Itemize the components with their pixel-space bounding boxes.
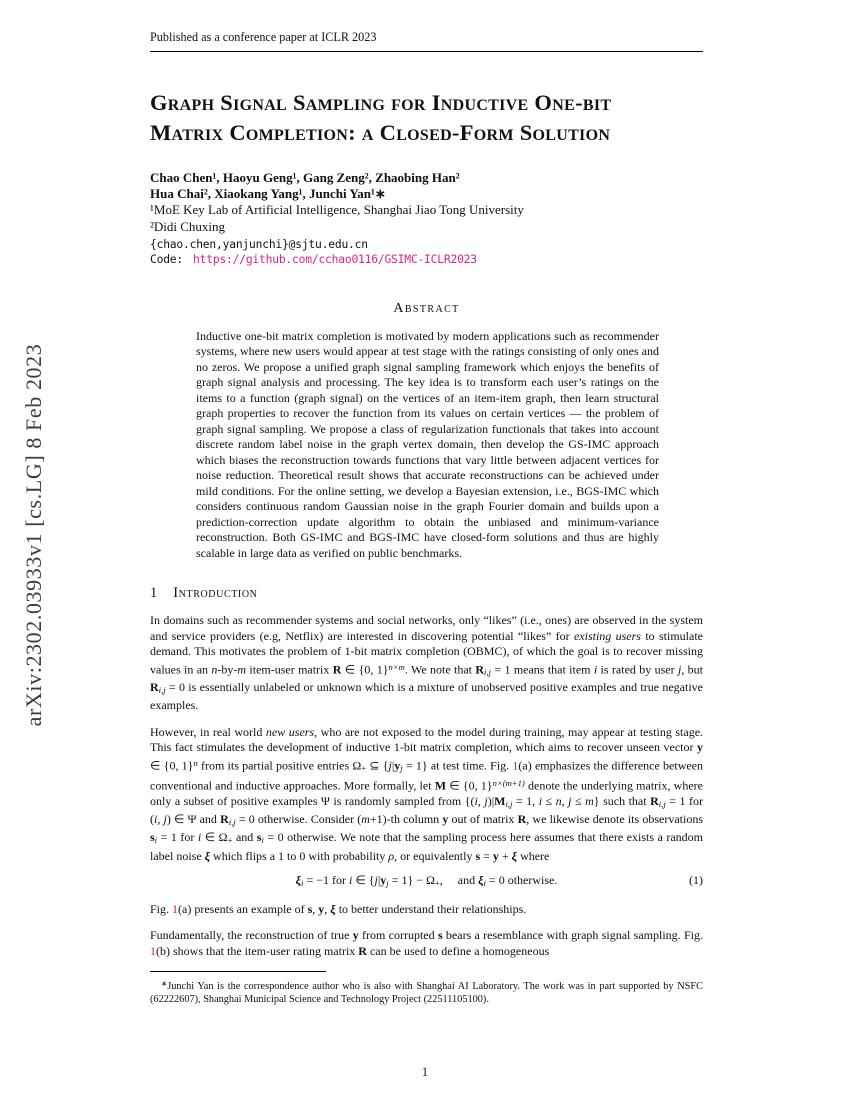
arxiv-stamp: arXiv:2302.03933v1 [cs.LG] 8 Feb 2023 xyxy=(21,343,46,727)
running-header: Published as a conference paper at ICLR 2023 xyxy=(150,30,377,44)
paper-content xyxy=(150,0,703,1007)
intro-paragraph-4: Fundamentally, the reconstruction of true y from corrupted s bears a resemblance with graph signal sampling. Fig. 1(b) shows that the item-user rating matrix R can be used to define a homogeneous xyxy=(150,928,703,958)
code-repo-link[interactable]: https://github.com/cchao0116/GSIMC-ICLR2023 xyxy=(193,252,477,266)
abstract-text: Inductive one-bit matrix completion is motivated by modern applications such as recommender systems, where new users would appear at test stage with the ratings consisting of only ones and no zeros. We propose a unified graph signal sampling framework which enjoys the benefits of graph signal analysis and processing. The key idea is to transform each user’s ratings on the items to a function (graph signal) on the vertices of an item-item graph, then learn structural graph properties to recover the function from its values on certain vertices — the problem of graph signal sampling. We propose a class of regularization functionals that takes into account discrete random label noise in the graph vertex domain, then develop the GS-IMC approach which biases the reconstruction towards functions that vary little between adjacent vertices for noise reduction. Theoretical result shows that accurate reconstructions can be achieved under mild conditions. For the online setting, we develop a Bayesian extension, i.e., BGS-IMC which considers continuous random Gaussian noise in the graph Fourier domain and builds upon a prediction-correction update algorithm to obtain the unbiased and minimum-variance reconstruction. Both GS-IMC and BGS-IMC have closed-form solutions and thus are highly scalable in large data as verified on public benchmarks. xyxy=(196,328,659,560)
abstract-heading: Abstract xyxy=(393,300,460,316)
paper-title xyxy=(150,88,703,148)
intro-paragraph-3: Fig. 1(a) presents an example of s, y, ξ to better understand their relationships. xyxy=(150,902,527,917)
author-names-line-2: Hua Chai², Xiaokang Yang¹, Junchi Yan¹∗ xyxy=(150,186,386,202)
figure-ref-link[interactable]: 1 xyxy=(512,757,519,772)
section-number: 1 xyxy=(150,585,158,602)
equation-1 xyxy=(150,872,703,891)
equation-number: (1) xyxy=(689,873,703,888)
page-number: 1 xyxy=(421,1065,429,1079)
figure-ref-link[interactable]: 1 xyxy=(150,943,156,958)
author-names-line-1: Chao Chen¹, Haoyu Geng¹, Gang Zeng², Zhaobing Han² xyxy=(150,170,460,185)
affiliation-1: ¹MoE Key Lab of Artificial Intelligence, Shanghai Jiao Tong University xyxy=(150,202,524,218)
section-title: Introduction xyxy=(173,585,258,602)
footnote-rule xyxy=(150,971,326,972)
author-block xyxy=(150,170,703,267)
intro-paragraph-1: In domains such as recommender systems and social networks, only “likes” (i.e., ones) are observed in the system and service providers (e.g, Netflix) are interested in discovering potential “likes” for existing users to stimulate demand. This motivates the problem of 1-bit matrix completion (OBMC), of which the goal is to recover missing values in an n-by-m item-user matrix R ∈ {0, 1}$^{n\times m}$. We note that Ri,j = 1 means that item i is rated by user j, but Ri,j = 0 is essentially unlabeled or unknown which is a mixture of unobserved positive examples and true negative examples. xyxy=(150,613,703,713)
footnote-text: ∗Junchi Yan is the correspondence author who is also with Shanghai AI Laboratory. The work was in part supported by NSFC (62222607), Shanghai Municipal Science and Technology Project (22511105100). xyxy=(150,979,703,1006)
figure-ref-link[interactable]: 1 xyxy=(172,902,179,917)
paper-title-line-1: Graph Signal Sampling for Inductive One-bit xyxy=(150,90,612,115)
code-line xyxy=(150,252,703,267)
intro-paragraph-2: However, in real world new users, who are not exposed to the model during training, may appear at testing stage. This fact stimulates the development of inductive 1-bit matrix completion, which aims to recover unseen vector y ∈ {0, 1}$^n$ from its partial positive entries Ω+ ⊆ {j|yj = 1} at test time. Fig. 1(a) emphasizes the difference between conventional and inductive approaches. More formally, let M ∈ {0, 1}$^{n\times(m+1)}$ denote the underlying matrix, where only a subset of positive examples Ψ is randomly sampled from {(i, j)|Mi,j = 1, i ≤ n, j ≤ m} such that Ri,j = 1 for (i, j) ∈ Ψ and Ri,j = 0 otherwise. Consider (m+1)-th column y out of matrix R, we likewise denote its observations si = 1 for i ∈ Ω+ and si = 0 otherwise. We note that the sampling process here assumes that there exists a random label noise ξ which flips a 1 to 0 with probability ρ, or equivalently s = y + ξ where xyxy=(150,724,704,863)
code-label: Code: xyxy=(150,252,184,266)
paper-title-line-2: Matrix Completion: a Closed-Form Solution xyxy=(150,120,611,145)
equation-body: ξi = −1 for i ∈ {j|yj = 1} − Ω+, and ξi = 0 otherwise. xyxy=(295,873,558,889)
section-heading-introduction xyxy=(150,585,703,602)
affiliation-2: ²Didi Chuxing xyxy=(150,218,226,234)
footnote-block xyxy=(150,971,703,1006)
header-rule xyxy=(150,51,703,52)
email-address: {chao.chen,yanjunchi}@sjtu.edu.cn xyxy=(150,237,368,251)
